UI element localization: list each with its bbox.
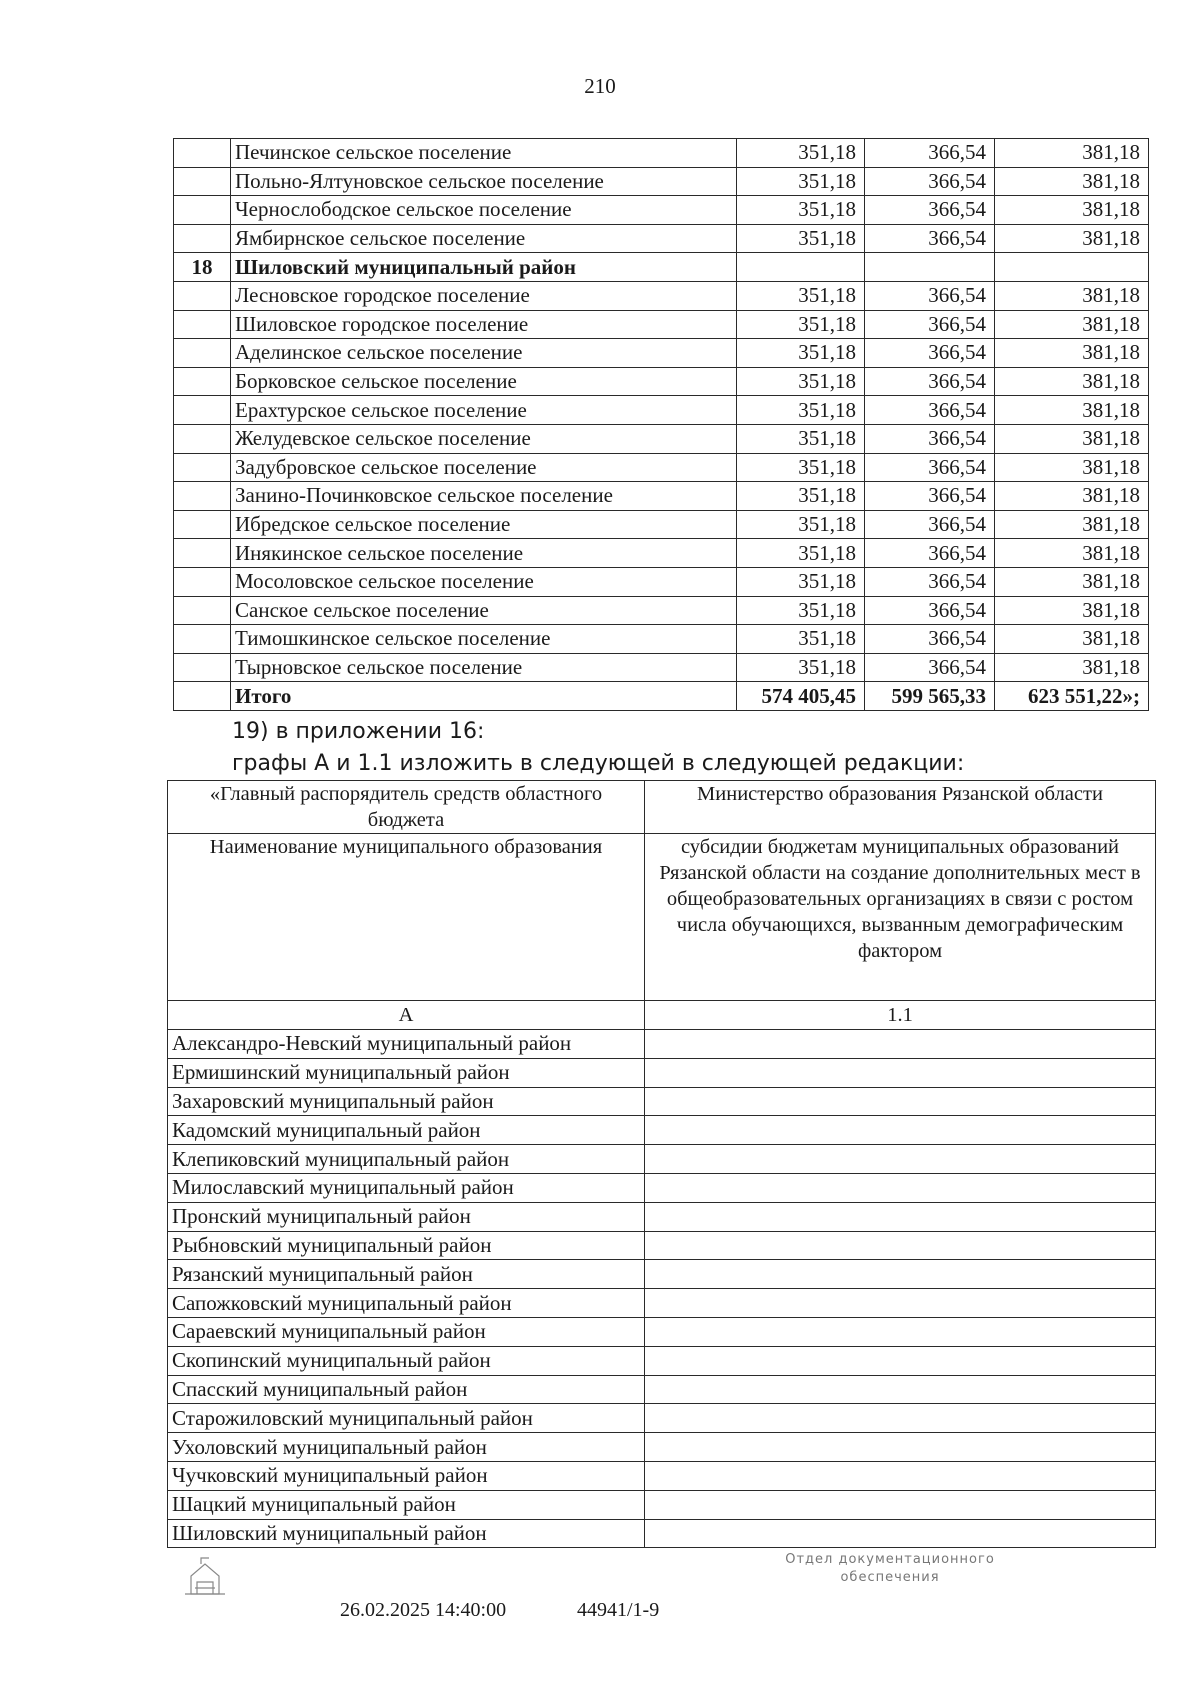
header-manager-label: «Главный распорядитель средств областного бюджета [168, 781, 645, 834]
municipality-name: Мосоловское сельское поселение [231, 567, 737, 596]
row-number [174, 510, 231, 539]
table-row [174, 539, 1149, 568]
district-row [168, 1087, 1156, 1116]
row-number [174, 310, 231, 339]
value-year-3: 381,18 [995, 625, 1149, 654]
table-row [174, 510, 1149, 539]
table-row [174, 424, 1149, 453]
row-number [174, 539, 231, 568]
district-name: Скопинский муниципальный район [168, 1346, 645, 1375]
district-name: Пронский муниципальный район [168, 1202, 645, 1231]
district-row [168, 1375, 1156, 1404]
value-year-3: 381,18 [995, 139, 1149, 168]
subsidy-value [645, 1289, 1156, 1318]
document-system-logo [181, 1554, 229, 1598]
district-name: Захаровский муниципальный район [168, 1087, 645, 1116]
district-row [168, 1433, 1156, 1462]
municipality-name: Польно-Ялтуновское сельское поселение [231, 167, 737, 196]
value-year-3: 381,18 [995, 424, 1149, 453]
row-number [174, 653, 231, 682]
municipality-name: Ибредское сельское поселение [231, 510, 737, 539]
subsidy-value [645, 1202, 1156, 1231]
value-year-2: 366,54 [865, 367, 995, 396]
value-year-1 [737, 253, 865, 282]
value-year-3: 381,18 [995, 310, 1149, 339]
value-year-1: 351,18 [737, 224, 865, 253]
district-name: Кадомский муниципальный район [168, 1116, 645, 1145]
value-year-2: 366,54 [865, 596, 995, 625]
district-name: Милославский муниципальный район [168, 1173, 645, 1202]
row-number [174, 196, 231, 225]
subsidy-value [645, 1375, 1156, 1404]
district-row [168, 1030, 1156, 1059]
district-row [168, 1461, 1156, 1490]
value-year-3: 381,18 [995, 510, 1149, 539]
table-row [174, 625, 1149, 654]
district-row [168, 1317, 1156, 1346]
value-year-3: 381,18 [995, 539, 1149, 568]
district-name: Шиловский муниципальный район [168, 1519, 645, 1548]
table-row [174, 310, 1149, 339]
subsidy-value [645, 1346, 1156, 1375]
value-year-1: 351,18 [737, 167, 865, 196]
district-row [168, 1145, 1156, 1174]
district-name: Александро-Невский муниципальный район [168, 1030, 645, 1059]
allocation-table [173, 138, 1149, 711]
district-row [168, 1202, 1156, 1231]
stamp-line-2: обеспечения [840, 1570, 940, 1585]
value-year-3: 381,18 [995, 367, 1149, 396]
row-number [174, 281, 231, 310]
row-number [174, 596, 231, 625]
value-year-1: 351,18 [737, 139, 865, 168]
table-row [174, 139, 1149, 168]
subsidy-value [645, 1145, 1156, 1174]
subsidy-value [645, 1116, 1156, 1145]
subsidy-value [645, 1404, 1156, 1433]
total-year-2: 599 565,33 [865, 682, 995, 711]
district-name: Рязанский муниципальный район [168, 1260, 645, 1289]
table-row [174, 453, 1149, 482]
paragraph-item-19: 19) в приложении 16: [232, 719, 485, 744]
district-row [168, 1490, 1156, 1519]
subsidy-value [645, 1030, 1156, 1059]
value-year-1: 351,18 [737, 539, 865, 568]
table-row [174, 253, 1149, 282]
district-row [168, 1404, 1156, 1433]
municipality-name: Санское сельское поселение [231, 596, 737, 625]
value-year-1: 351,18 [737, 281, 865, 310]
district-name: Спасский муниципальный район [168, 1375, 645, 1404]
district-row [168, 1173, 1156, 1202]
value-year-3: 381,18 [995, 482, 1149, 511]
value-year-2: 366,54 [865, 167, 995, 196]
value-year-1: 351,18 [737, 653, 865, 682]
value-year-1: 351,18 [737, 339, 865, 368]
district-row [168, 1231, 1156, 1260]
value-year-1: 351,18 [737, 482, 865, 511]
table-row [174, 396, 1149, 425]
row-number [174, 367, 231, 396]
table-row [174, 167, 1149, 196]
value-year-3: 381,18 [995, 396, 1149, 425]
subsidy-value [645, 1433, 1156, 1462]
value-year-3: 381,18 [995, 567, 1149, 596]
signature-datetime: 26.02.2025 14:40:00 [340, 1599, 507, 1621]
total-year-3: 623 551,22»; [995, 682, 1149, 711]
row-number [174, 167, 231, 196]
district-name: Рыбновский муниципальный район [168, 1231, 645, 1260]
table-row [174, 596, 1149, 625]
value-year-1: 351,18 [737, 367, 865, 396]
district-name: Старожиловский муниципальный район [168, 1404, 645, 1433]
value-year-1: 351,18 [737, 424, 865, 453]
value-year-3: 381,18 [995, 453, 1149, 482]
header-row-municipality [168, 834, 1156, 1001]
district-row [168, 1058, 1156, 1087]
column-label-row [168, 1001, 1156, 1030]
row-number [174, 424, 231, 453]
value-year-2: 366,54 [865, 281, 995, 310]
municipality-name: Борковское сельское поселение [231, 367, 737, 396]
value-year-2: 366,54 [865, 396, 995, 425]
value-year-1: 351,18 [737, 567, 865, 596]
district-name: Клепиковский муниципальный район [168, 1145, 645, 1174]
municipality-name: Тырновское сельское поселение [231, 653, 737, 682]
value-year-3: 381,18 [995, 596, 1149, 625]
municipality-name: Инякинское сельское поселение [231, 539, 737, 568]
total-blank [174, 682, 231, 711]
value-year-2: 366,54 [865, 310, 995, 339]
subsidy-value [645, 1087, 1156, 1116]
value-year-1: 351,18 [737, 196, 865, 225]
value-year-3: 381,18 [995, 339, 1149, 368]
table-row [174, 482, 1149, 511]
district-name: Ермишинский муниципальный район [168, 1058, 645, 1087]
subsidy-value [645, 1519, 1156, 1548]
value-year-1: 351,18 [737, 625, 865, 654]
row-number [174, 224, 231, 253]
subsidy-value [645, 1173, 1156, 1202]
value-year-1: 351,18 [737, 596, 865, 625]
value-year-2: 366,54 [865, 653, 995, 682]
column-label-a: А [168, 1001, 645, 1030]
subsidy-value [645, 1058, 1156, 1087]
row-number [174, 625, 231, 654]
district-name: Ухоловский муниципальный район [168, 1433, 645, 1462]
municipality-name: Шиловский муниципальный район [231, 253, 737, 282]
value-year-2: 366,54 [865, 625, 995, 654]
table-row [174, 196, 1149, 225]
header-subsidy-description: субсидии бюджетам муниципальных образований Рязанской области на создание дополнительных мест в общеобразовательных организациях в связи с ростом числа обучающихся, вызванным демографическим фактором [645, 834, 1156, 1001]
total-year-1: 574 405,45 [737, 682, 865, 711]
row-number [174, 139, 231, 168]
municipality-name: Ямбирнское сельское поселение [231, 224, 737, 253]
district-row [168, 1260, 1156, 1289]
municipality-name: Чернослободское сельское поселение [231, 196, 737, 225]
district-name: Сараевский муниципальный район [168, 1317, 645, 1346]
district-row [168, 1519, 1156, 1548]
subsidy-value [645, 1490, 1156, 1519]
value-year-2: 366,54 [865, 196, 995, 225]
table-row [174, 567, 1149, 596]
district-row [168, 1289, 1156, 1318]
value-year-2: 366,54 [865, 567, 995, 596]
value-year-1: 351,18 [737, 453, 865, 482]
municipality-name: Аделинское сельское поселение [231, 339, 737, 368]
row-number [174, 453, 231, 482]
district-name: Шацкий муниципальный район [168, 1490, 645, 1519]
table-row [174, 281, 1149, 310]
header-municipality-label: Наименование муниципального образования [168, 834, 645, 1001]
value-year-2: 366,54 [865, 139, 995, 168]
value-year-1: 351,18 [737, 310, 865, 339]
value-year-3: 381,18 [995, 196, 1149, 225]
value-year-3: 381,18 [995, 653, 1149, 682]
municipality-name: Желудевское сельское поселение [231, 424, 737, 453]
table-row [174, 224, 1149, 253]
value-year-2: 366,54 [865, 510, 995, 539]
table-row [174, 367, 1149, 396]
table-row [174, 653, 1149, 682]
row-number: 18 [174, 253, 231, 282]
municipality-name: Занино-Починковское сельское поселение [231, 482, 737, 511]
document-number: 44941/1-9 [577, 1599, 660, 1621]
value-year-2: 366,54 [865, 539, 995, 568]
appendix-16-table [167, 780, 1156, 1548]
municipality-name: Шиловское городское поселение [231, 310, 737, 339]
value-year-2: 366,54 [865, 339, 995, 368]
paragraph-instruction: графы А и 1.1 изложить в следующей в следующей редакции: [232, 751, 965, 776]
value-year-1: 351,18 [737, 396, 865, 425]
column-label-1-1: 1.1 [645, 1001, 1156, 1030]
row-number [174, 482, 231, 511]
municipality-name: Тимошкинское сельское поселение [231, 625, 737, 654]
municipality-name: Задубровское сельское поселение [231, 453, 737, 482]
header-row-manager [168, 781, 1156, 834]
row-number [174, 567, 231, 596]
stamp-line-1: Отдел документационного [785, 1552, 995, 1567]
district-name: Чучковский муниципальный район [168, 1461, 645, 1490]
municipality-name: Ерахтурское сельское поселение [231, 396, 737, 425]
row-number [174, 396, 231, 425]
value-year-2: 366,54 [865, 453, 995, 482]
value-year-3: 381,18 [995, 281, 1149, 310]
district-name: Сапожковский муниципальный район [168, 1289, 645, 1318]
table-row [174, 339, 1149, 368]
subsidy-value [645, 1317, 1156, 1346]
value-year-2: 366,54 [865, 224, 995, 253]
district-row [168, 1116, 1156, 1145]
value-year-2: 366,54 [865, 424, 995, 453]
subsidy-value [645, 1461, 1156, 1490]
page-number: 210 [584, 74, 616, 98]
total-row [174, 682, 1149, 711]
value-year-3: 381,18 [995, 224, 1149, 253]
header-manager-value: Министерство образования Рязанской области [645, 781, 1156, 834]
value-year-1: 351,18 [737, 510, 865, 539]
department-stamp [745, 1551, 1035, 1587]
value-year-2: 366,54 [865, 482, 995, 511]
subsidy-value [645, 1231, 1156, 1260]
total-label: Итого [231, 682, 737, 711]
subsidy-value [645, 1260, 1156, 1289]
municipality-name: Лесновское городское поселение [231, 281, 737, 310]
value-year-2 [865, 253, 995, 282]
district-row [168, 1346, 1156, 1375]
municipality-name: Печинское сельское поселение [231, 139, 737, 168]
row-number [174, 339, 231, 368]
value-year-3 [995, 253, 1149, 282]
value-year-3: 381,18 [995, 167, 1149, 196]
